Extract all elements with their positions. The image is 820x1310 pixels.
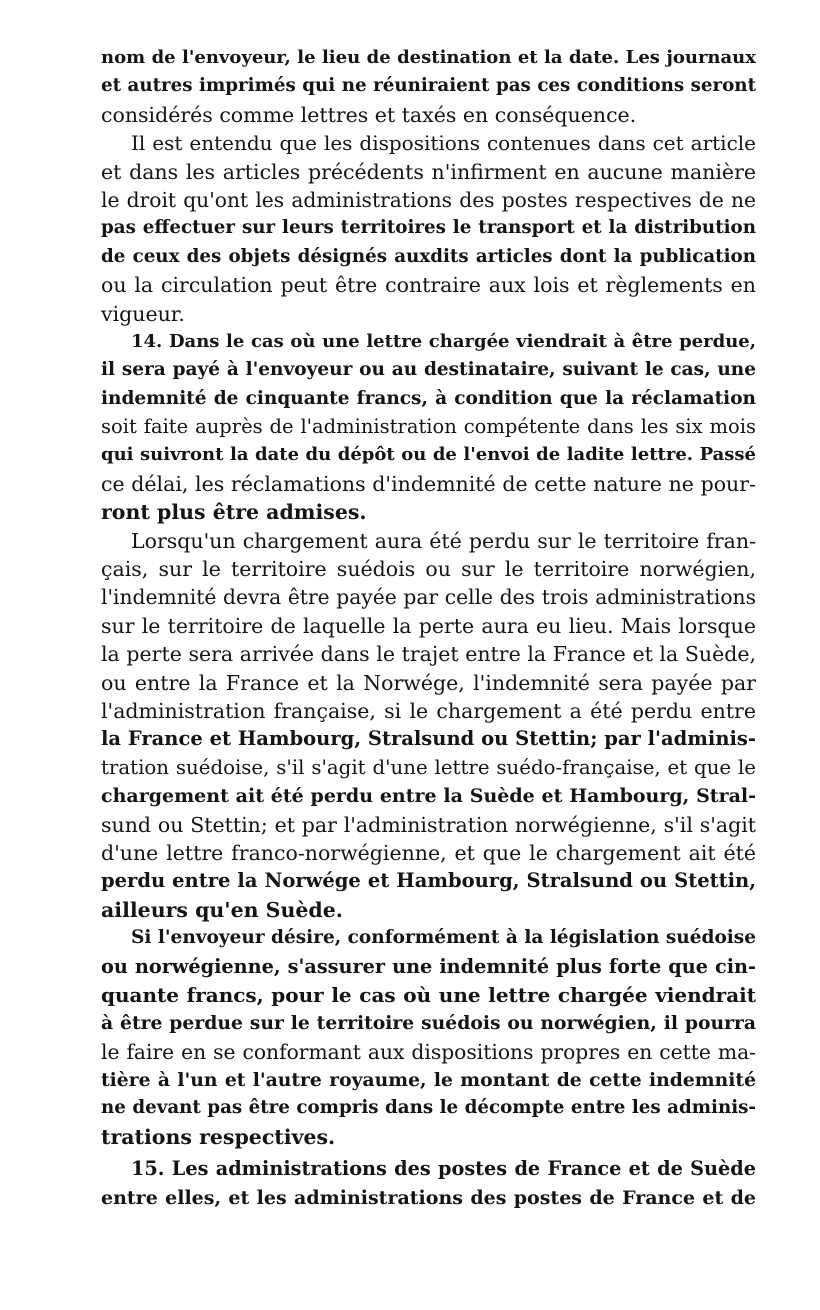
text-line: le faire en se conformant aux dispositions propres en cette ma- (101, 1039, 756, 1064)
text-line: pas effectuer sur leurs territoires le transport et la distribution (101, 217, 756, 239)
paragraph-indemnite (101, 924, 756, 1151)
text-line: et dans les articles précédents n'infirment en aucune manière (101, 159, 756, 184)
text-line: sund ou Stettin; et par l'administration norwégienne, s'il s'agit (101, 812, 756, 837)
article-14 (101, 328, 756, 527)
article-15 (101, 1155, 756, 1212)
text-line: il sera payé à l'envoyeur ou au destinataire, suivant le cas, une (101, 359, 756, 381)
paragraph-chargement (101, 527, 756, 924)
text-line: ce délai, les réclamations d'indemnité de cette nature ne pour- (101, 471, 756, 496)
text-line: ou la circulation peut être contraire aux lois et règlements en (101, 273, 756, 298)
text-line: soit faite auprès de l'administration compétente dans les six mois (101, 415, 756, 439)
text-line: l'indemnité devra être payée par celle des trois administrations (101, 585, 756, 610)
text-line: tration suédoise, s'il s'agit d'une lettre suédo-française, et que le (101, 755, 756, 779)
text-line: à être perdue sur le territoire suédois ou norwégien, il pourra (101, 1012, 756, 1035)
text-line: tière à l'un et l'autre royaume, le montant de cette indemnité (101, 1069, 756, 1092)
text-line: ront plus être admises. (101, 500, 367, 525)
text-line: chargement ait été perdu entre la Suède et Hambourg, Stral- (101, 785, 756, 808)
text-line: nom de l'envoyeur, le lieu de destination et la date. Les journaux (101, 47, 756, 68)
text-line: ou entre la France et la Norwége, l'indemnité sera payée par (101, 670, 756, 695)
text-line: Il est entendu que les dispositions contenues dans cet article (131, 131, 756, 156)
article-heading-line: 15. Les administrations des postes de France et de Suède (131, 1157, 756, 1181)
text-line: perdu entre la Norwége et Hambourg, Stralsund ou Stettin, (101, 869, 756, 893)
text-line: quante francs, pour le cas où une lettre chargée viendrait (101, 982, 756, 1007)
text-line: l'administration française, si le chargement a été perdu entre (101, 698, 756, 723)
text-line: la France et Hambourg, Stralsund ou Stettin; par l'adminis- (101, 727, 756, 751)
paragraph-dispositions (101, 129, 756, 328)
text-line: vigueur. (101, 301, 185, 326)
text-line: Si l'envoyeur désire, conformément à la législation suédoise (131, 927, 756, 949)
text-line: et autres imprimés qui ne réuniraient pas ces conditions seront (101, 75, 756, 97)
text-line: d'une lettre franco-norwégienne, et que le chargement ait été (101, 840, 756, 865)
text-line: ailleurs qu'en Suède. (101, 897, 343, 922)
text-line: Lorsqu'un chargement aura été perdu sur le territoire fran- (131, 528, 756, 553)
paragraph-journaux (101, 44, 756, 129)
text-line: trations respectives. (101, 1124, 336, 1149)
text-line: le droit qu'ont les administrations des postes respectives de ne (101, 187, 756, 212)
text-line: ne devant pas être compris dans le décompte entre les adminis- (101, 1097, 756, 1119)
text-line: çais, sur le territoire suédois ou sur le territoire norwégien, (101, 557, 756, 582)
text-line: la perte sera arrivée dans le trajet entre la France et la Suède, (101, 642, 756, 667)
text-line: considérés comme lettres et taxés en conséquence. (101, 102, 637, 127)
text-line: sur le territoire de laquelle la perte aura eu lieu. Mais lorsque (101, 613, 756, 638)
text-line: entre elles, et les administrations des postes de France et de (101, 1186, 756, 1209)
text-line: de ceux des objets désignés auxdits articles dont la publication (101, 245, 756, 267)
text-line: ou norwégienne, s'assurer une indemnité plus forte que cin- (101, 954, 756, 978)
text-line: qui suivront la date du dépôt ou de l'envoi de ladite lettre. Passé (101, 444, 756, 466)
article-heading-line: 14. Dans le cas où une lettre chargée viendrait à être perdue, (131, 330, 756, 352)
text-line: indemnité de cinquante francs, à condition que la réclamation (101, 387, 756, 409)
